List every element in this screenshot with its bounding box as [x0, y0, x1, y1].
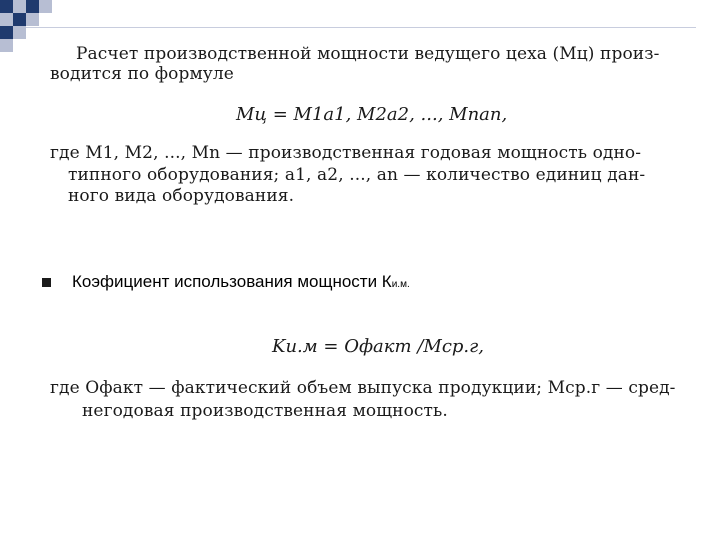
bullet-label: Коэфициент использования мощности К	[72, 272, 392, 291]
corner-square-4	[39, 0, 52, 13]
corner-square-3	[26, 0, 39, 13]
utilization-formula: Kи.м = Oфакт /Mср.г,	[272, 336, 484, 357]
corner-square-10	[0, 39, 13, 52]
intro-line-1: Расчет производственной мощности ведущего цеха (Mц) произ-	[76, 44, 660, 64]
corner-square-8	[0, 26, 13, 39]
corner-square-7	[26, 13, 39, 26]
definition2-line-1: где Oфакт — фактический объем выпуска продукции; Mср.г — сред-	[50, 378, 676, 398]
definition2-line-2: негодовая производственная мощность.	[82, 401, 448, 421]
capacity-formula: Mц = M1a1, M2a2, ..., Mnan,	[236, 104, 508, 125]
intro-line-2: водится по формуле	[50, 64, 234, 84]
corner-square-1	[0, 0, 13, 13]
bullet-subscript: и.м.	[391, 279, 410, 290]
definition-line-3: ного вида оборудования.	[68, 186, 295, 206]
corner-square-6	[13, 13, 26, 26]
bullet-text	[72, 272, 410, 292]
top-divider-line	[26, 27, 696, 28]
bullet-square-icon	[42, 278, 51, 287]
corner-square-5	[0, 13, 13, 26]
definition-line-1: где M1, M2, ..., Mn — производственная годовая мощность одно-	[50, 143, 642, 163]
corner-square-2	[13, 0, 26, 13]
definition-line-2: типного оборудования; a1, a2, ..., an — количество единиц дан-	[68, 165, 646, 185]
corner-square-9	[13, 26, 26, 39]
